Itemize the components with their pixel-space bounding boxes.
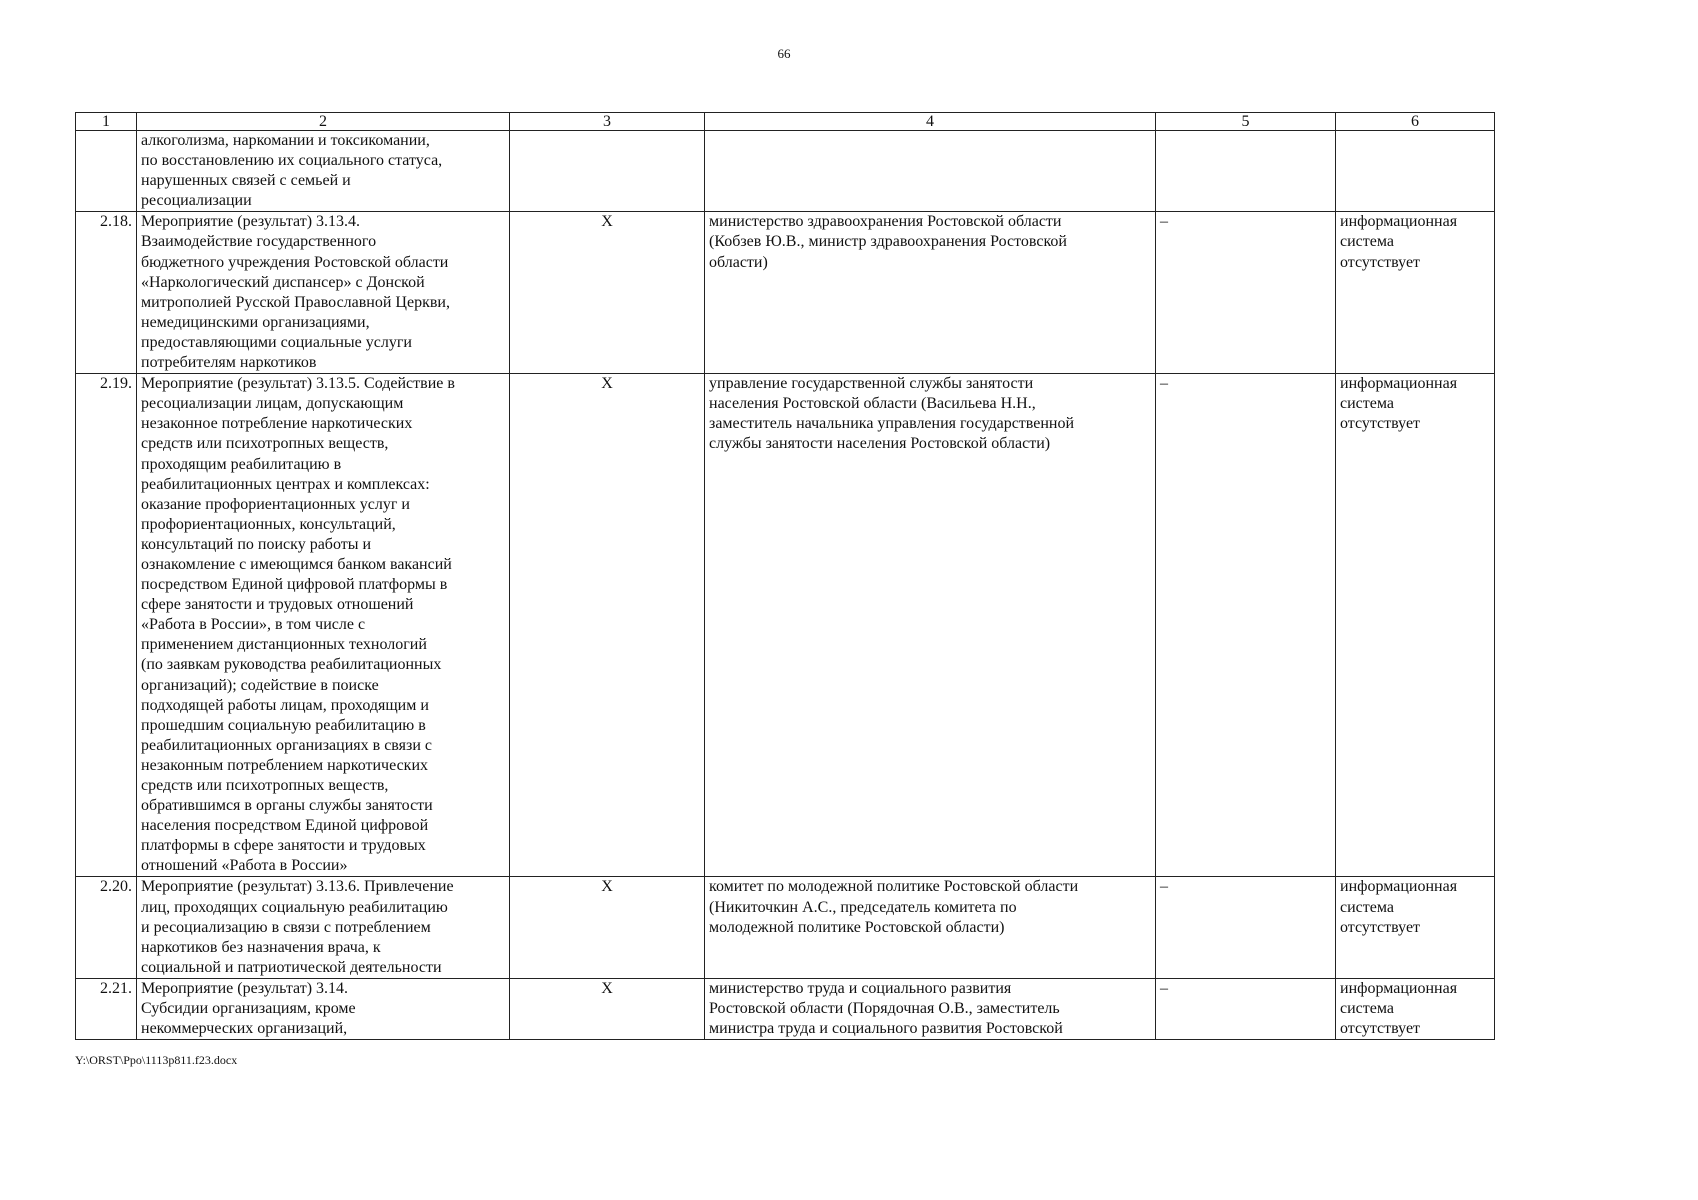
row-number	[76, 131, 137, 212]
table-header-row	[76, 113, 1495, 131]
row-number: 2.18.	[76, 212, 137, 374]
col5-cell: –	[1156, 877, 1336, 978]
column-header: 4	[705, 113, 1156, 131]
col5-cell: –	[1156, 212, 1336, 374]
mark-cell: Х	[510, 374, 705, 877]
table-row	[76, 374, 1495, 877]
responsible-cell: комитет по молодежной политике Ростовской области (Никиточкин А.С., председатель комитета по молодежной политике Ростовской области)	[705, 877, 1156, 978]
file-path-footer: Y:\ORST\Ppo\1113p811.f23.docx	[75, 1053, 238, 1067]
table-row	[76, 877, 1495, 978]
responsible-cell	[705, 131, 1156, 212]
measure-cell: Мероприятие (результат) 3.13.4. Взаимодействие государственного бюджетного учреждения Ростовской области «Наркологический диспансер» с Донской митрополией Русской Православной Церкви, немедицинскими организациями, предоставляющими социальные услуги потребителям наркотиков	[137, 212, 510, 374]
column-header: 6	[1336, 113, 1495, 131]
table-row	[76, 131, 1495, 212]
info-cell: информационная система отсутствует	[1336, 978, 1495, 1039]
info-cell	[1336, 131, 1495, 212]
row-number: 2.20.	[76, 877, 137, 978]
info-cell: информационная система отсутствует	[1336, 212, 1495, 374]
responsible-cell: управление государственной службы занятости населения Ростовской области (Васильева Н.Н., заместитель начальника управления государственной службы занятости населения Ростовской области)	[705, 374, 1156, 877]
table-row	[76, 978, 1495, 1039]
measures-table	[75, 112, 1495, 1040]
info-cell: информационная система отсутствует	[1336, 877, 1495, 978]
col5-cell: –	[1156, 374, 1336, 877]
column-header: 2	[137, 113, 510, 131]
mark-cell: Х	[510, 877, 705, 978]
column-header: 3	[510, 113, 705, 131]
measure-cell: Мероприятие (результат) 3.14. Субсидии организациям, кроме некоммерческих организаций,	[137, 978, 510, 1039]
page-number: 66	[777, 46, 791, 61]
column-header: 1	[76, 113, 137, 131]
responsible-cell: министерство здравоохранения Ростовской области (Кобзев Ю.В., министр здравоохранения Ростовской области)	[705, 212, 1156, 374]
measure-cell: Мероприятие (результат) 3.13.6. Привлечение лиц, проходящих социальную реабилитацию и ресоциализацию в связи с потреблением наркотиков без назначения врача, к социальной и патриотической деятельности	[137, 877, 510, 978]
mark-cell: Х	[510, 212, 705, 374]
row-number: 2.21.	[76, 978, 137, 1039]
measure-cell: Мероприятие (результат) 3.13.5. Содействие в ресоциализации лицам, допускающим незаконное потребление наркотических средств или психотропных веществ, проходящим реабилитацию в реабилитационных центрах и комплексах: оказание профориентационных услуг и профориентационных, консультаций, консультаций по поиску работы и ознакомление с имеющимся банком вакансий посредством Единой цифровой платформы в сфере занятости и трудовых отношений «Работа в России», в том числе с применением дистанционных технологий (по заявкам руководства реабилитационных организаций); содействие в поиске подходящей работы лицам, проходящим и прошедшим социальную реабилитацию в реабилитационных организациях в связи с незаконным потреблением наркотических средств или психотропных веществ, обратившимся в органы службы занятости населения посредством Единой цифровой платформы в сфере занятости и трудовых отношений «Работа в России»	[137, 374, 510, 877]
mark-cell: Х	[510, 978, 705, 1039]
col5-cell	[1156, 131, 1336, 212]
table-row	[76, 212, 1495, 374]
row-number: 2.19.	[76, 374, 137, 877]
col5-cell: –	[1156, 978, 1336, 1039]
column-header: 5	[1156, 113, 1336, 131]
measure-cell: алкоголизма, наркомании и токсикомании, по восстановлению их социального статуса, нарушенных связей с семьей и ресоциализации	[137, 131, 510, 212]
info-cell: информационная система отсутствует	[1336, 374, 1495, 877]
responsible-cell: министерство труда и социального развития Ростовской области (Порядочная О.В., заместитель министра труда и социального развития Ростовской	[705, 978, 1156, 1039]
mark-cell	[510, 131, 705, 212]
